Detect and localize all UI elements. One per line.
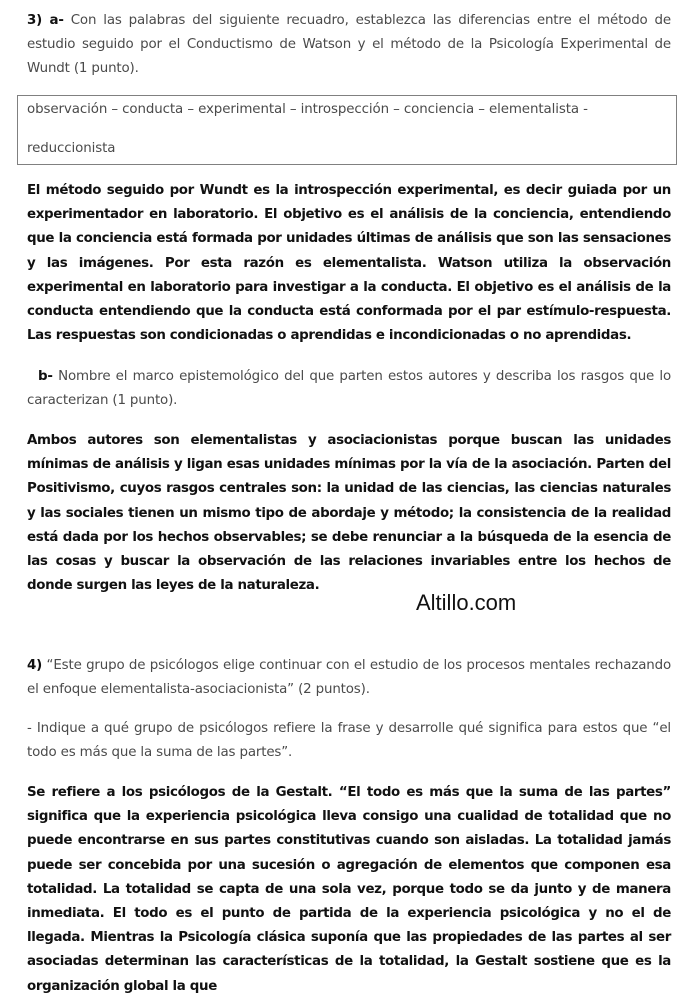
question-3b-number: b- bbox=[38, 369, 53, 384]
question-4 bbox=[27, 654, 671, 702]
question-3a bbox=[27, 9, 671, 82]
word-box bbox=[17, 95, 677, 165]
word-box-line-2: reduccionista bbox=[27, 141, 116, 156]
question-4-number: 4) bbox=[27, 658, 43, 673]
question-3a-text: Con las palabras del siguiente recuadro, establezca las diferencias entre el método de estudio seguido por el Conductismo de Watson y el método de la Psicología Experimental de Wundt (1 punto). bbox=[27, 13, 671, 77]
watermark-logo: Altillo.com bbox=[416, 590, 517, 615]
question-4-instruction: - Indique a qué grupo de psicólogos refiere la frase y desarrolle qué significa para estos que “el todo es más que la suma de las partes”. bbox=[27, 721, 671, 761]
answer-4: Se refiere a los psicólogos de la Gestalt. “El todo es más que la suma de las partes” significa que la experiencia psicológica lleva consigo una cualidad de totalidad que no puede encontrarse en sus partes constitutivas cuando son aisladas. La totalidad jamás puede ser concebida por una sucesión o agregación de elementos que componen esa totalidad. La totalidad se capta de una sola vez, porque todo se da junto y de manera inmediata. El todo es el punto de partida de la experiencia psicológica y no el de llegada. Mientras la Psicología clásica suponía que las propiedades de las partes al ser asociadas determinan las características de la totalidad, la Gestalt sostiene que es la organización global la que bbox=[27, 785, 671, 994]
question-4-text: “Este grupo de psicólogos elige continuar con el estudio de los procesos mentales rechazando el enfoque elementalista-asociacionista” (2 puntos). bbox=[27, 658, 671, 698]
question-3b bbox=[27, 365, 671, 413]
question-3b-text: Nombre el marco epistemológico del que parten estos autores y describa los rasgos que lo caracterizan (1 punto). bbox=[27, 369, 671, 409]
word-box-line-1: observación – conducta – experimental – introspección – conciencia – elementalista - bbox=[27, 102, 588, 117]
answer-3b: Ambos autores son elementalistas y asociacionistas porque buscan las unidades mínimas de análisis y ligan esas unidades mínimas por la vía de la asociación. Parten del Positivismo, cuyos rasgos centrales son: la unidad de las ciencias, las ciencias naturales y las sociales tienen un mismo tipo de abordaje y método; la consistencia de la realidad está dada por los hechos observables; se debe renunciar a la búsqueda de la esencia de las cosas y buscar la observación de las relaciones invariables entre los hechos de donde surgen las leyes de la naturaleza. bbox=[27, 433, 671, 594]
question-3a-number: 3) a- bbox=[27, 13, 64, 28]
answer-3a: El método seguido por Wundt es la introspección experimental, es decir guiada por un experimentador en laboratorio. El objetivo es el análisis de la conciencia, entendiendo que la conciencia está formada por unidades últimas de análisis que son las sensaciones y las imágenes. Por esta razón es elementalista. Watson utiliza la observación experimental en laboratorio para investigar a la conducta. El objetivo es el análisis de la conducta entendiendo que la conducta está conformada por el par estímulo-respuesta. Las respuestas son condicionadas o aprendidas e incondicionadas o no aprendidas. bbox=[27, 183, 671, 344]
